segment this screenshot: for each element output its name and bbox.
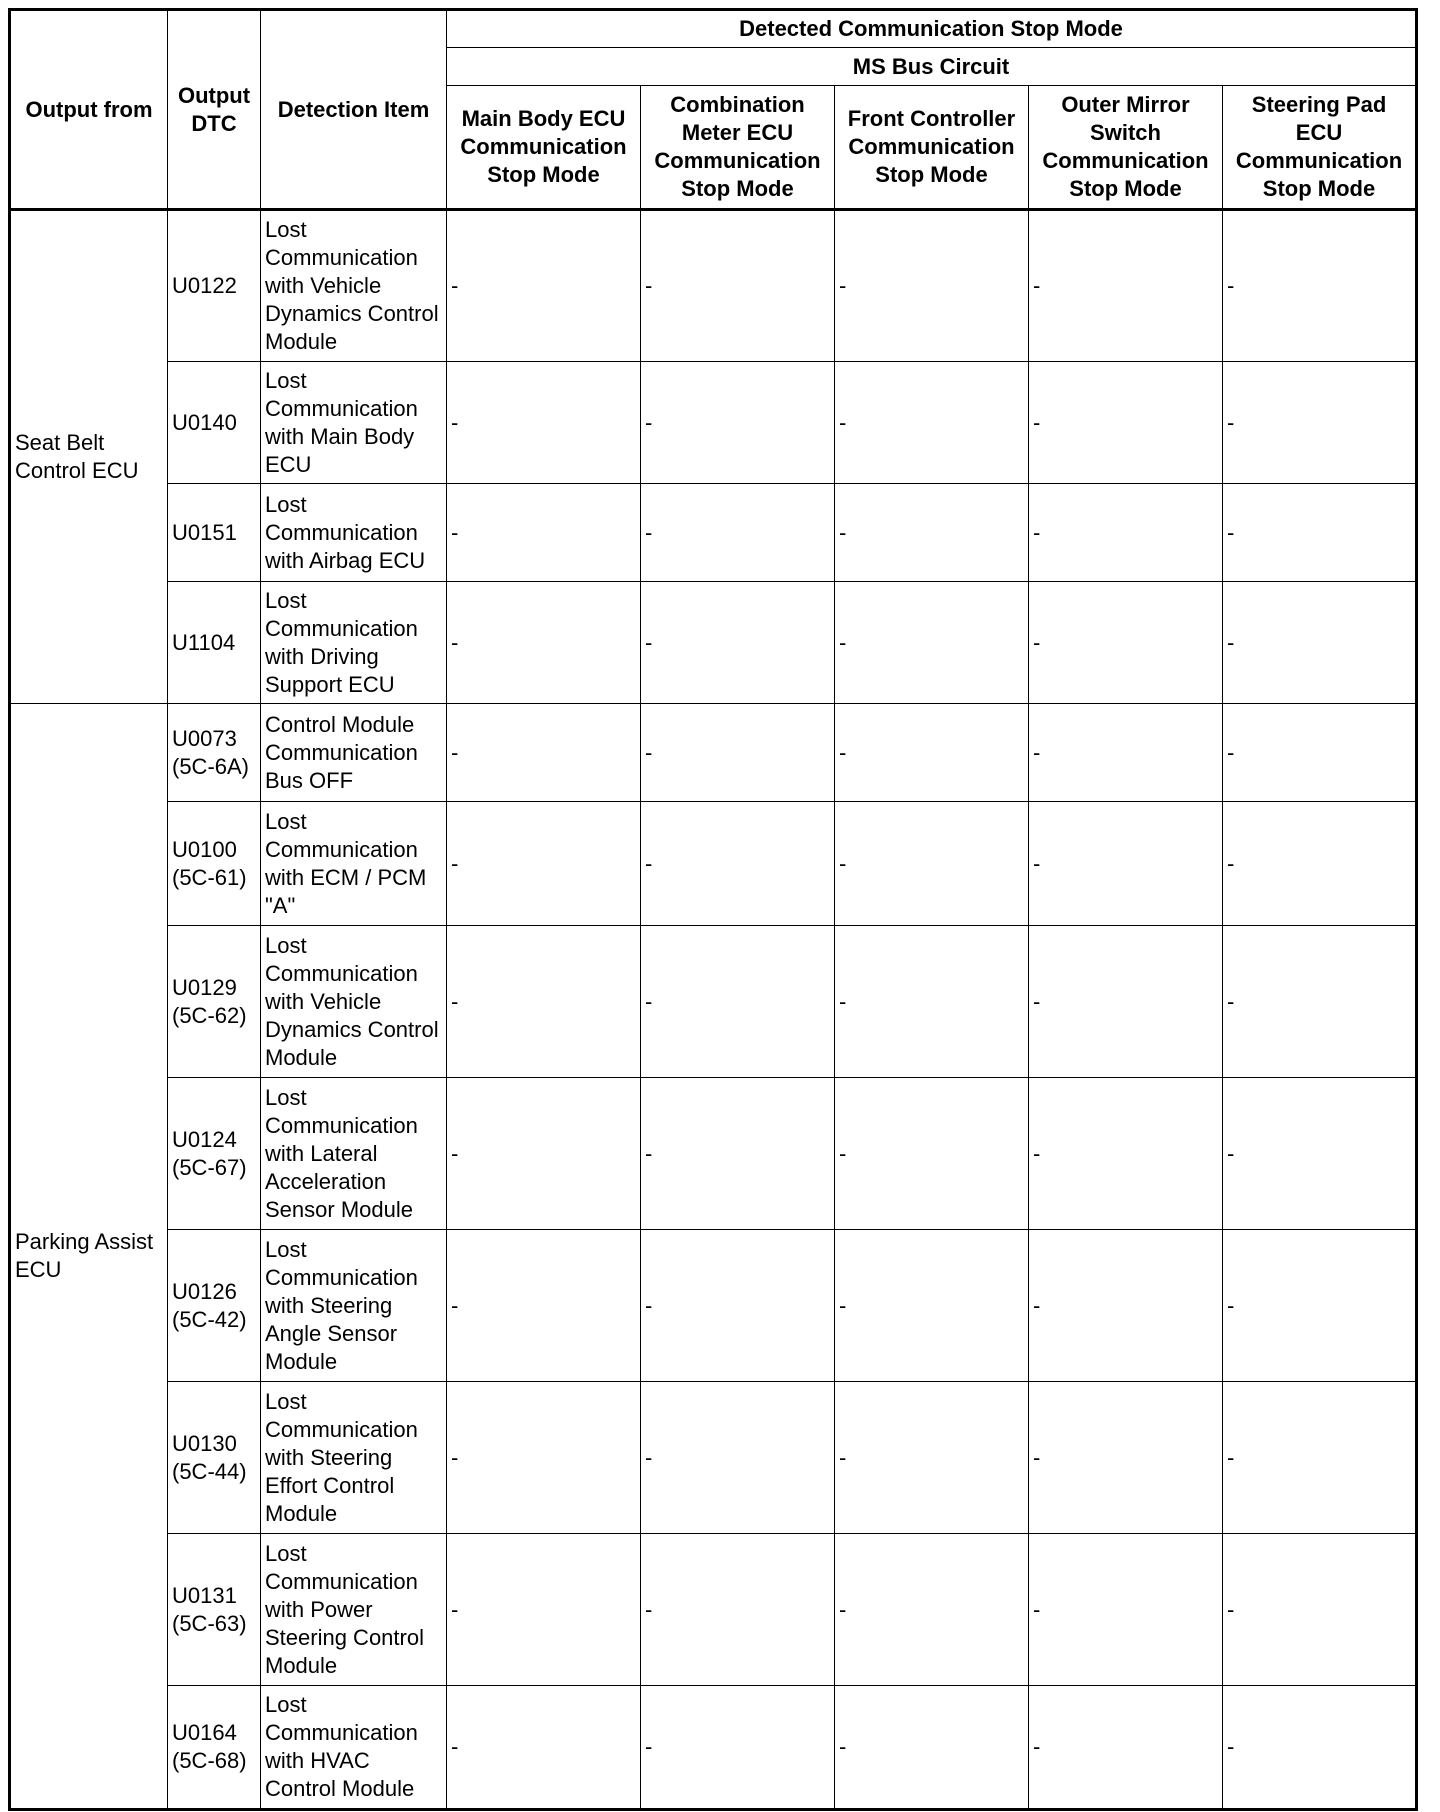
stop-mode-value-cell: -	[447, 1382, 641, 1534]
header-mode-combination-meter-ecu: Combination Meter ECU Communication Stop Mode	[641, 86, 835, 210]
header-mode-steering-pad-ecu: Steering Pad ECU Communication Stop Mode	[1223, 86, 1417, 210]
stop-mode-value-cell: -	[835, 210, 1029, 362]
detection-item-cell: Lost Communication with Main Body ECU	[261, 362, 447, 484]
stop-mode-value-cell: -	[641, 802, 835, 926]
output-dtc-cell: U0130 (5C-44)	[168, 1382, 261, 1534]
stop-mode-value-cell: -	[641, 210, 835, 362]
output-dtc-cell: U0100 (5C-61)	[168, 802, 261, 926]
stop-mode-value-cell: -	[835, 362, 1029, 484]
detection-item-cell: Lost Communication with Steering Angle Sensor Module	[261, 1230, 447, 1382]
table-row	[10, 484, 1417, 582]
stop-mode-value-cell: -	[1029, 704, 1223, 802]
stop-mode-value-cell: -	[835, 926, 1029, 1078]
table-row	[10, 802, 1417, 926]
stop-mode-value-cell: -	[1223, 484, 1417, 582]
stop-mode-value-cell: -	[641, 582, 835, 704]
stop-mode-value-cell: -	[447, 1686, 641, 1810]
stop-mode-value-cell: -	[835, 1382, 1029, 1534]
stop-mode-value-cell: -	[1223, 582, 1417, 704]
detection-item-cell: Lost Communication with Driving Support ECU	[261, 582, 447, 704]
header-mode-outer-mirror-switch: Outer Mirror Switch Communication Stop Mode	[1029, 86, 1223, 210]
stop-mode-value-cell: -	[1029, 802, 1223, 926]
stop-mode-value-cell: -	[641, 1230, 835, 1382]
output-dtc-cell: U0140	[168, 362, 261, 484]
detection-item-cell: Lost Communication with Lateral Acceleration Sensor Module	[261, 1078, 447, 1230]
stop-mode-value-cell: -	[1223, 1686, 1417, 1810]
stop-mode-value-cell: -	[835, 1534, 1029, 1686]
detection-item-cell: Lost Communication with Steering Effort Control Module	[261, 1382, 447, 1534]
stop-mode-value-cell: -	[447, 582, 641, 704]
stop-mode-value-cell: -	[447, 210, 641, 362]
stop-mode-value-cell: -	[1223, 704, 1417, 802]
stop-mode-value-cell: -	[447, 484, 641, 582]
output-dtc-cell: U0122	[168, 210, 261, 362]
stop-mode-value-cell: -	[835, 484, 1029, 582]
stop-mode-value-cell: -	[641, 1686, 835, 1810]
detection-item-cell: Lost Communication with Power Steering Control Module	[261, 1534, 447, 1686]
header-output-from: Output from	[10, 10, 168, 210]
table-row	[10, 1534, 1417, 1686]
stop-mode-value-cell: -	[1223, 1534, 1417, 1686]
stop-mode-value-cell: -	[835, 1230, 1029, 1382]
stop-mode-value-cell: -	[1029, 1534, 1223, 1686]
table-row	[10, 704, 1417, 802]
table-row	[10, 1686, 1417, 1810]
stop-mode-value-cell: -	[1223, 1078, 1417, 1230]
stop-mode-value-cell: -	[641, 1382, 835, 1534]
stop-mode-value-cell: -	[835, 704, 1029, 802]
detection-item-cell: Lost Communication with HVAC Control Module	[261, 1686, 447, 1810]
stop-mode-value-cell: -	[1029, 1382, 1223, 1534]
stop-mode-value-cell: -	[1029, 210, 1223, 362]
output-dtc-cell: U0151	[168, 484, 261, 582]
stop-mode-value-cell: -	[641, 926, 835, 1078]
table-row	[10, 362, 1417, 484]
stop-mode-value-cell: -	[447, 802, 641, 926]
stop-mode-value-cell: -	[835, 582, 1029, 704]
stop-mode-value-cell: -	[1029, 362, 1223, 484]
header-detected-communication-stop-mode: Detected Communication Stop Mode	[447, 10, 1417, 48]
table-row	[10, 1382, 1417, 1534]
header-output-dtc: Output DTC	[168, 10, 261, 210]
table-body	[10, 210, 1417, 1810]
stop-mode-value-cell: -	[1223, 210, 1417, 362]
stop-mode-value-cell: -	[1029, 926, 1223, 1078]
stop-mode-value-cell: -	[447, 704, 641, 802]
table-row	[10, 210, 1417, 362]
stop-mode-value-cell: -	[1029, 582, 1223, 704]
stop-mode-value-cell: -	[1029, 484, 1223, 582]
stop-mode-value-cell: -	[641, 1078, 835, 1230]
output-dtc-cell: U1104	[168, 582, 261, 704]
header-detection-item: Detection Item	[261, 10, 447, 210]
output-dtc-cell: U0126 (5C-42)	[168, 1230, 261, 1382]
table-row	[10, 1230, 1417, 1382]
stop-mode-value-cell: -	[447, 1230, 641, 1382]
detection-item-cell: Lost Communication with ECM / PCM "A"	[261, 802, 447, 926]
output-dtc-cell: U0131 (5C-63)	[168, 1534, 261, 1686]
stop-mode-value-cell: -	[641, 484, 835, 582]
header-mode-main-body-ecu: Main Body ECU Communication Stop Mode	[447, 86, 641, 210]
stop-mode-value-cell: -	[447, 926, 641, 1078]
detection-item-cell: Control Module Communication Bus OFF	[261, 704, 447, 802]
output-dtc-cell: U0129 (5C-62)	[168, 926, 261, 1078]
stop-mode-value-cell: -	[641, 704, 835, 802]
output-dtc-cell: U0073 (5C-6A)	[168, 704, 261, 802]
output-from-cell: Seat Belt Control ECU	[10, 210, 168, 704]
stop-mode-value-cell: -	[835, 802, 1029, 926]
table-row	[10, 582, 1417, 704]
stop-mode-value-cell: -	[1223, 926, 1417, 1078]
table-row	[10, 1078, 1417, 1230]
stop-mode-value-cell: -	[1223, 1382, 1417, 1534]
output-from-cell: Parking Assist ECU	[10, 704, 168, 1810]
detection-item-cell: Lost Communication with Vehicle Dynamics Control Module	[261, 210, 447, 362]
stop-mode-value-cell: -	[835, 1078, 1029, 1230]
stop-mode-value-cell: -	[1029, 1230, 1223, 1382]
stop-mode-value-cell: -	[1223, 802, 1417, 926]
stop-mode-value-cell: -	[641, 362, 835, 484]
stop-mode-value-cell: -	[1029, 1078, 1223, 1230]
stop-mode-value-cell: -	[447, 1078, 641, 1230]
stop-mode-value-cell: -	[447, 1534, 641, 1686]
stop-mode-value-cell: -	[641, 1534, 835, 1686]
table-row	[10, 926, 1417, 1078]
dtc-table-wrapper	[8, 8, 1418, 1811]
header-ms-bus-circuit: MS Bus Circuit	[447, 48, 1417, 86]
stop-mode-value-cell: -	[1223, 362, 1417, 484]
stop-mode-value-cell: -	[1223, 1230, 1417, 1382]
stop-mode-value-cell: -	[1029, 1686, 1223, 1810]
stop-mode-value-cell: -	[447, 362, 641, 484]
stop-mode-value-cell: -	[835, 1686, 1029, 1810]
output-dtc-cell: U0124 (5C-67)	[168, 1078, 261, 1230]
detection-item-cell: Lost Communication with Airbag ECU	[261, 484, 447, 582]
header-mode-front-controller: Front Controller Communication Stop Mode	[835, 86, 1029, 210]
detection-item-cell: Lost Communication with Vehicle Dynamics Control Module	[261, 926, 447, 1078]
output-dtc-cell: U0164 (5C-68)	[168, 1686, 261, 1810]
communication-stop-mode-table	[8, 8, 1418, 1811]
